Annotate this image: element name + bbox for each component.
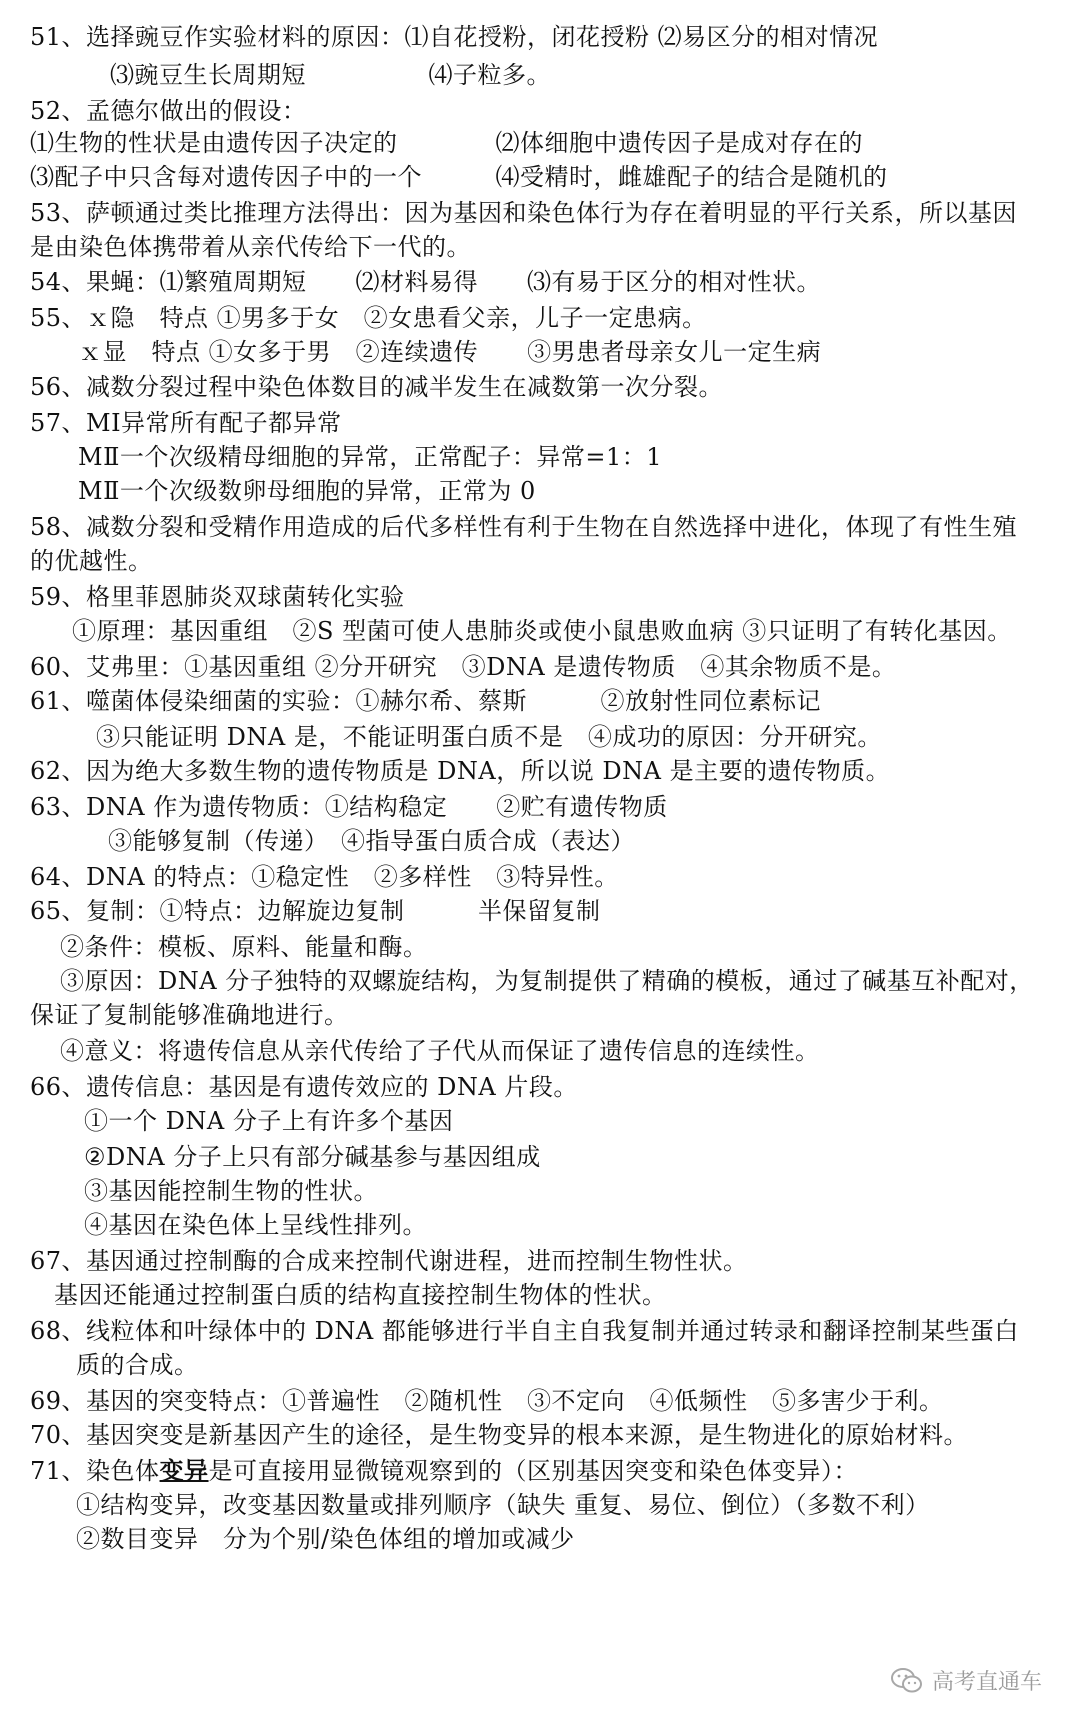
line-71 <box>30 1452 858 1490</box>
line-52: 52、孟德尔做出的假设： <box>30 97 307 125</box>
line-66-c: ③基因能控制生物的性状。 <box>84 1177 378 1205</box>
wechat-logo-icon <box>890 1667 924 1695</box>
line-67: 67、基因通过控制酶的合成来控制代谢进程，进而控制生物性状。 <box>30 1247 748 1275</box>
line-63: 63、DNA 作为遗传物质：①结构稳定 ②贮有遗传物质 <box>30 793 668 821</box>
line-54: 54、果蝇：⑴繁殖周期短 ⑵材料易得 ⑶有易于区分的相对性状。 <box>30 268 822 296</box>
line-70: 70、基因突变是新基因产生的途径，是生物变异的根本来源，是生物进化的原始材料。 <box>30 1421 969 1449</box>
watermark-text: 高考直通车 <box>931 1670 1042 1695</box>
line-66-b: ②DNA 分子上只有部分碱基参与基因组成 <box>84 1143 541 1171</box>
line-51: 51、选择豌豆作实验材料的原因：⑴自花授粉，闭花授粉 ⑵易区分的相对情况 <box>30 23 879 51</box>
line-65-c-cont: 保证了复制能够准确地进行。 <box>30 1001 349 1029</box>
line-60: 60、艾弗里：①基因重组 ②分开研究 ③DNA 是遗传物质 ④其余物质不是。 <box>30 653 897 681</box>
line-51-cont: ⑶豌豆生长周期短 ⑷子粒多。 <box>110 61 551 89</box>
line-56: 56、减数分裂过程中染色体数目的减半发生在减数第一次分裂。 <box>30 373 724 401</box>
line-57: 57、MⅠ异常所有配子都异常 <box>30 409 342 437</box>
line-59-cont: ①原理：基因重组 ②S 型菌可使人患肺炎或使小鼠患败血病 ③只证明了有转化基因。 <box>72 617 1012 645</box>
line-66: 66、遗传信息：基因是有遗传效应的 DNA 片段。 <box>30 1073 578 1101</box>
line-65-c: ③原因：DNA 分子独特的双螺旋结构，为复制提供了精确的模板，通过了碱基互补配对， <box>60 967 1034 995</box>
line-64: 64、DNA 的特点：①稳定性 ②多样性 ③特异性。 <box>30 863 619 891</box>
line-63-cont: ③能够复制（传递） ④指导蛋白质合成（表达） <box>108 827 635 855</box>
line-59: 59、格里菲恩肺炎双球菌转化实验 <box>30 583 405 611</box>
line-58: 58、减数分裂和受精作用造成的后代多样性有利于生物在自然选择中进化，体现了有性生殖 <box>30 513 1018 541</box>
line-71-prefix: 71、染色体 <box>30 1457 160 1485</box>
line-53-cont: 是由染色体携带着从亲代传给下一代的。 <box>30 233 471 261</box>
line-52-b: ⑶配子中只含每对遗传因子中的一个 ⑷受精时，雌雄配子的结合是随机的 <box>30 163 888 191</box>
line-61-cont: ③只能证明 DNA 是，不能证明蛋白质不是 ④成功的原因：分开研究。 <box>96 723 882 751</box>
line-58-cont: 的优越性。 <box>30 547 153 575</box>
line-57-b: MⅡ一个次级精母细胞的异常，正常配子：异常=1：1 <box>78 443 663 471</box>
line-67-cont: 基因还能通过控制蛋白质的结构直接控制生物体的性状。 <box>54 1281 667 1309</box>
watermark <box>890 1665 1042 1696</box>
line-71-b: ②数目变异 分为个别/染色体组的增加或减少 <box>76 1525 575 1553</box>
line-65-b: ②条件：模板、原料、能量和酶。 <box>60 933 428 961</box>
line-68: 68、线粒体和叶绿体中的 DNA 都能够进行半自主自我复制并通过转录和翻译控制某些蛋白 <box>30 1317 1019 1345</box>
line-71-emphasis: 变异 <box>159 1456 209 1485</box>
line-65-d: ④意义：将遗传信息从亲代传给了子代从而保证了遗传信息的连续性。 <box>60 1037 820 1065</box>
line-66-d: ④基因在染色体上呈线性排列。 <box>84 1211 427 1239</box>
line-71-a: ①结构变异，改变基因数量或排列顺序（缺失 重复、易位、倒位）（多数不利） <box>76 1491 930 1519</box>
line-61: 61、噬菌体侵染细菌的实验：①赫尔希、蔡斯 ②放射性同位素标记 <box>30 687 822 715</box>
line-57-c: MⅡ一个次级数卵母细胞的异常，正常为 0 <box>78 477 536 505</box>
line-52-a: ⑴生物的性状是由遗传因子决定的 ⑵体细胞中遗传因子是成对存在的 <box>30 129 863 157</box>
line-71-suffix: 是可直接用显微镜观察到的（区别基因突变和染色体变异）： <box>208 1457 859 1485</box>
line-53: 53、萨顿通过类比推理方法得出：因为基因和染色体行为存在着明显的平行关系，所以基因 <box>30 199 1018 227</box>
line-68-cont: 质的合成。 <box>76 1351 199 1379</box>
line-55: 55、ｘ隐 特点 ①男多于女 ②女患看父亲，儿子一定患病。 <box>30 304 707 332</box>
line-65: 65、复制：①特点：边解旋边复制 半保留复制 <box>30 897 601 925</box>
line-55-cont: ｘ显 特点 ①女多于男 ②连续遗传 ③男患者母亲女儿一定生病 <box>78 338 822 366</box>
line-66-a: ①一个 DNA 分子上有许多个基因 <box>84 1107 454 1135</box>
line-69: 69、基因的突变特点：①普遍性 ②随机性 ③不定向 ④低频性 ⑤多害少于利。 <box>30 1387 944 1415</box>
line-62: 62、因为绝大多数生物的遗传物质是 DNA，所以说 DNA 是主要的遗传物质。 <box>30 757 891 785</box>
